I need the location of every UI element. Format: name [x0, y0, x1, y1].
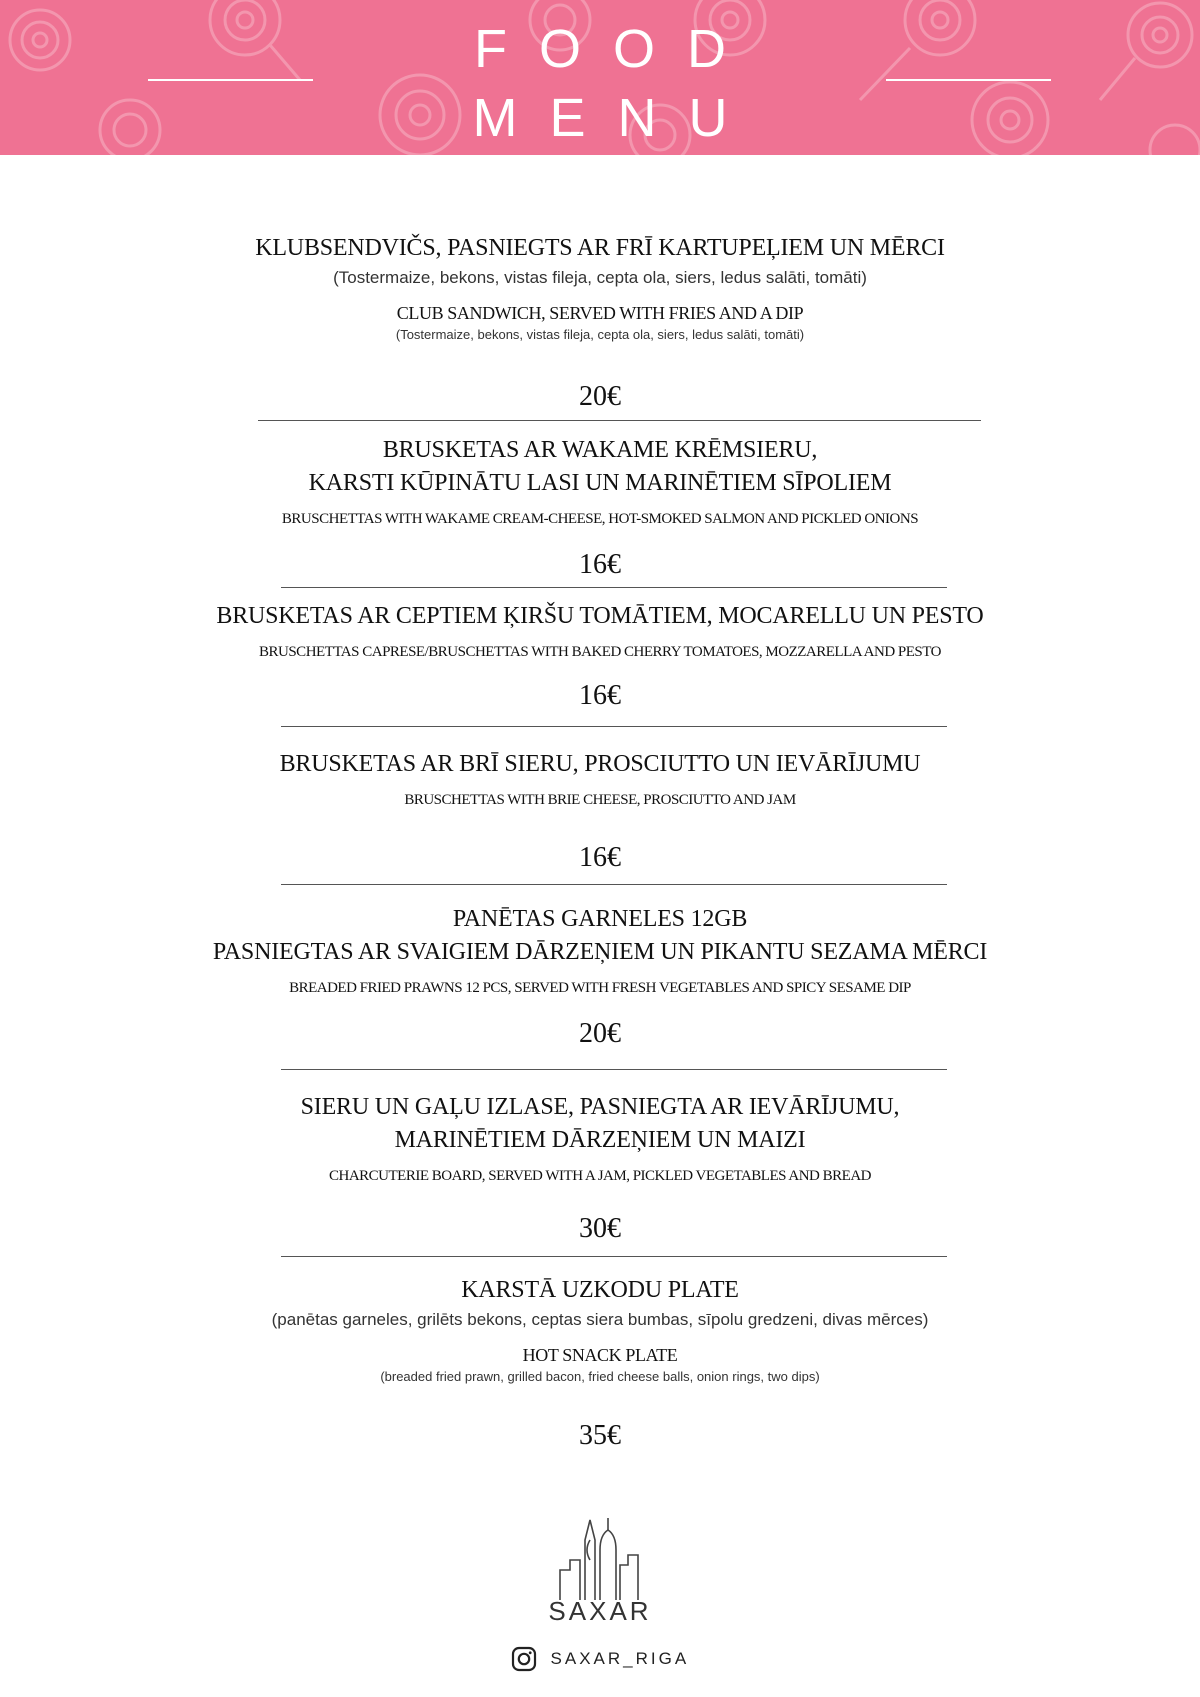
banner-title-food: FOOD [474, 19, 758, 79]
divider [258, 420, 981, 421]
menu-item-charcuterie [0, 1091, 1200, 1187]
item-name-lv: KLUBSENDVIČS, PASNIEGTS AR FRĪ KARTUPEĻIEM UN MĒRCI [255, 235, 945, 261]
item-name-lv-line2: KARSTI KŪPINĀTU LASI UN MARINĒTIEM SĪPOLIEM [308, 470, 892, 496]
item-name-lv: BRUSKETAS AR CEPTIEM ĶIRŠU TOMĀTIEM, MOCARELLU UN PESTO [216, 603, 984, 629]
item-price: 16€ [579, 680, 621, 711]
menu-item-club-sandwich [0, 232, 1200, 345]
brand-name: SAXAR [548, 1596, 652, 1626]
item-name-en: CHARCUTERIE BOARD, SERVED WITH A JAM, PICKLED VEGETABLES AND BREAD [329, 1168, 871, 1184]
item-name-lv: BRUSKETAS AR BRĪ SIERU, PROSCIUTTO UN IEVĀRĪJUMU [279, 751, 921, 777]
instagram-icon[interactable] [511, 1646, 537, 1672]
price-row [0, 680, 1200, 712]
item-price: 30€ [579, 1213, 621, 1244]
item-name-en: HOT SNACK PLATE [522, 1345, 678, 1365]
item-price: 35€ [579, 1420, 621, 1451]
item-name-en: BRUSCHETTAS WITH WAKAME CREAM-CHEESE, HOT-SMOKED SALMON AND PICKLED ONIONS [281, 511, 919, 527]
item-description-lv: (Tostermaize, bekons, vistas fileja, cepta ola, siers, ledus salāti, tomāti) [333, 268, 867, 287]
banner-title-menu: MENU [472, 88, 760, 148]
item-name-lv-line1: SIERU UN GAĻU IZLASE, PASNIEGTA AR IEVĀRĪJUMU, [300, 1094, 900, 1120]
item-name-lv-line1: BRUSKETAS AR WAKAME KRĒMSIERU, [382, 437, 818, 463]
item-name-lv-line2: PASNIEGTAS AR SVAIGIEM DĀRZEŅIEM UN PIKANTU SEZAMA MĒRCI [212, 939, 988, 965]
menu-item-hot-snack-plate [0, 1274, 1200, 1387]
menu-item-bruschetta-brie [0, 748, 1200, 811]
item-price: 16€ [579, 549, 621, 580]
item-name-en: CLUB SANDWICH, SERVED WITH FRIES AND A DIP [396, 303, 804, 323]
banner-rule-right [886, 79, 1051, 81]
item-price: 20€ [579, 381, 621, 412]
price-row [0, 549, 1200, 581]
divider [281, 587, 947, 588]
item-price: 16€ [579, 842, 621, 873]
price-row [0, 1420, 1200, 1452]
item-name-lv: KARSTĀ UZKODU PLATE [461, 1277, 739, 1303]
price-row [0, 1213, 1200, 1245]
item-description-en: (Tostermaize, bekons, vistas fileja, cepta ola, siers, ledus salāti, tomāti) [395, 327, 805, 342]
divider [281, 884, 947, 885]
item-name-lv-line2: MARINĒTIEM DĀRZEŅIEM UN MAIZI [394, 1127, 806, 1153]
banner-rule-left [148, 79, 313, 81]
item-name-en: BRUSCHETTAS WITH BRIE CHEESE, PROSCIUTTO AND JAM [404, 792, 796, 808]
price-row [0, 842, 1200, 874]
divider [281, 1069, 947, 1070]
item-price: 20€ [579, 1018, 621, 1049]
item-name-lv-line1: PANĒTAS GARNELES 12GB [452, 906, 748, 932]
menu-item-bruschetta-caprese [0, 600, 1200, 663]
item-name-en: BRUSCHETTAS CAPRESE/BRUSCHETTAS WITH BAKED CHERRY TOMATOES, MOZZARELLA AND PESTO [259, 644, 941, 660]
item-description-en: (breaded fried prawn, grilled bacon, fried cheese balls, onion rings, two dips) [380, 1369, 820, 1384]
social-handle[interactable] [0, 1646, 1200, 1672]
price-row [0, 381, 1200, 413]
item-name-en: BREADED FRIED PRAWNS 12 PCS, SERVED WITH FRESH VEGETABLES AND SPICY SESAME DIP [289, 980, 911, 996]
instagram-handle[interactable]: SAXAR_RIGA [550, 1649, 690, 1668]
divider [281, 1256, 947, 1257]
menu-item-bruschetta-salmon [0, 434, 1200, 530]
price-row [0, 1018, 1200, 1050]
menu-item-breaded-prawns [0, 903, 1200, 999]
header-banner [0, 0, 1200, 155]
divider [281, 726, 947, 727]
item-description-lv: (panētas garneles, grilēts bekons, ceptas siera bumbas, sīpolu gredzeni, divas mērces) [271, 1310, 929, 1329]
